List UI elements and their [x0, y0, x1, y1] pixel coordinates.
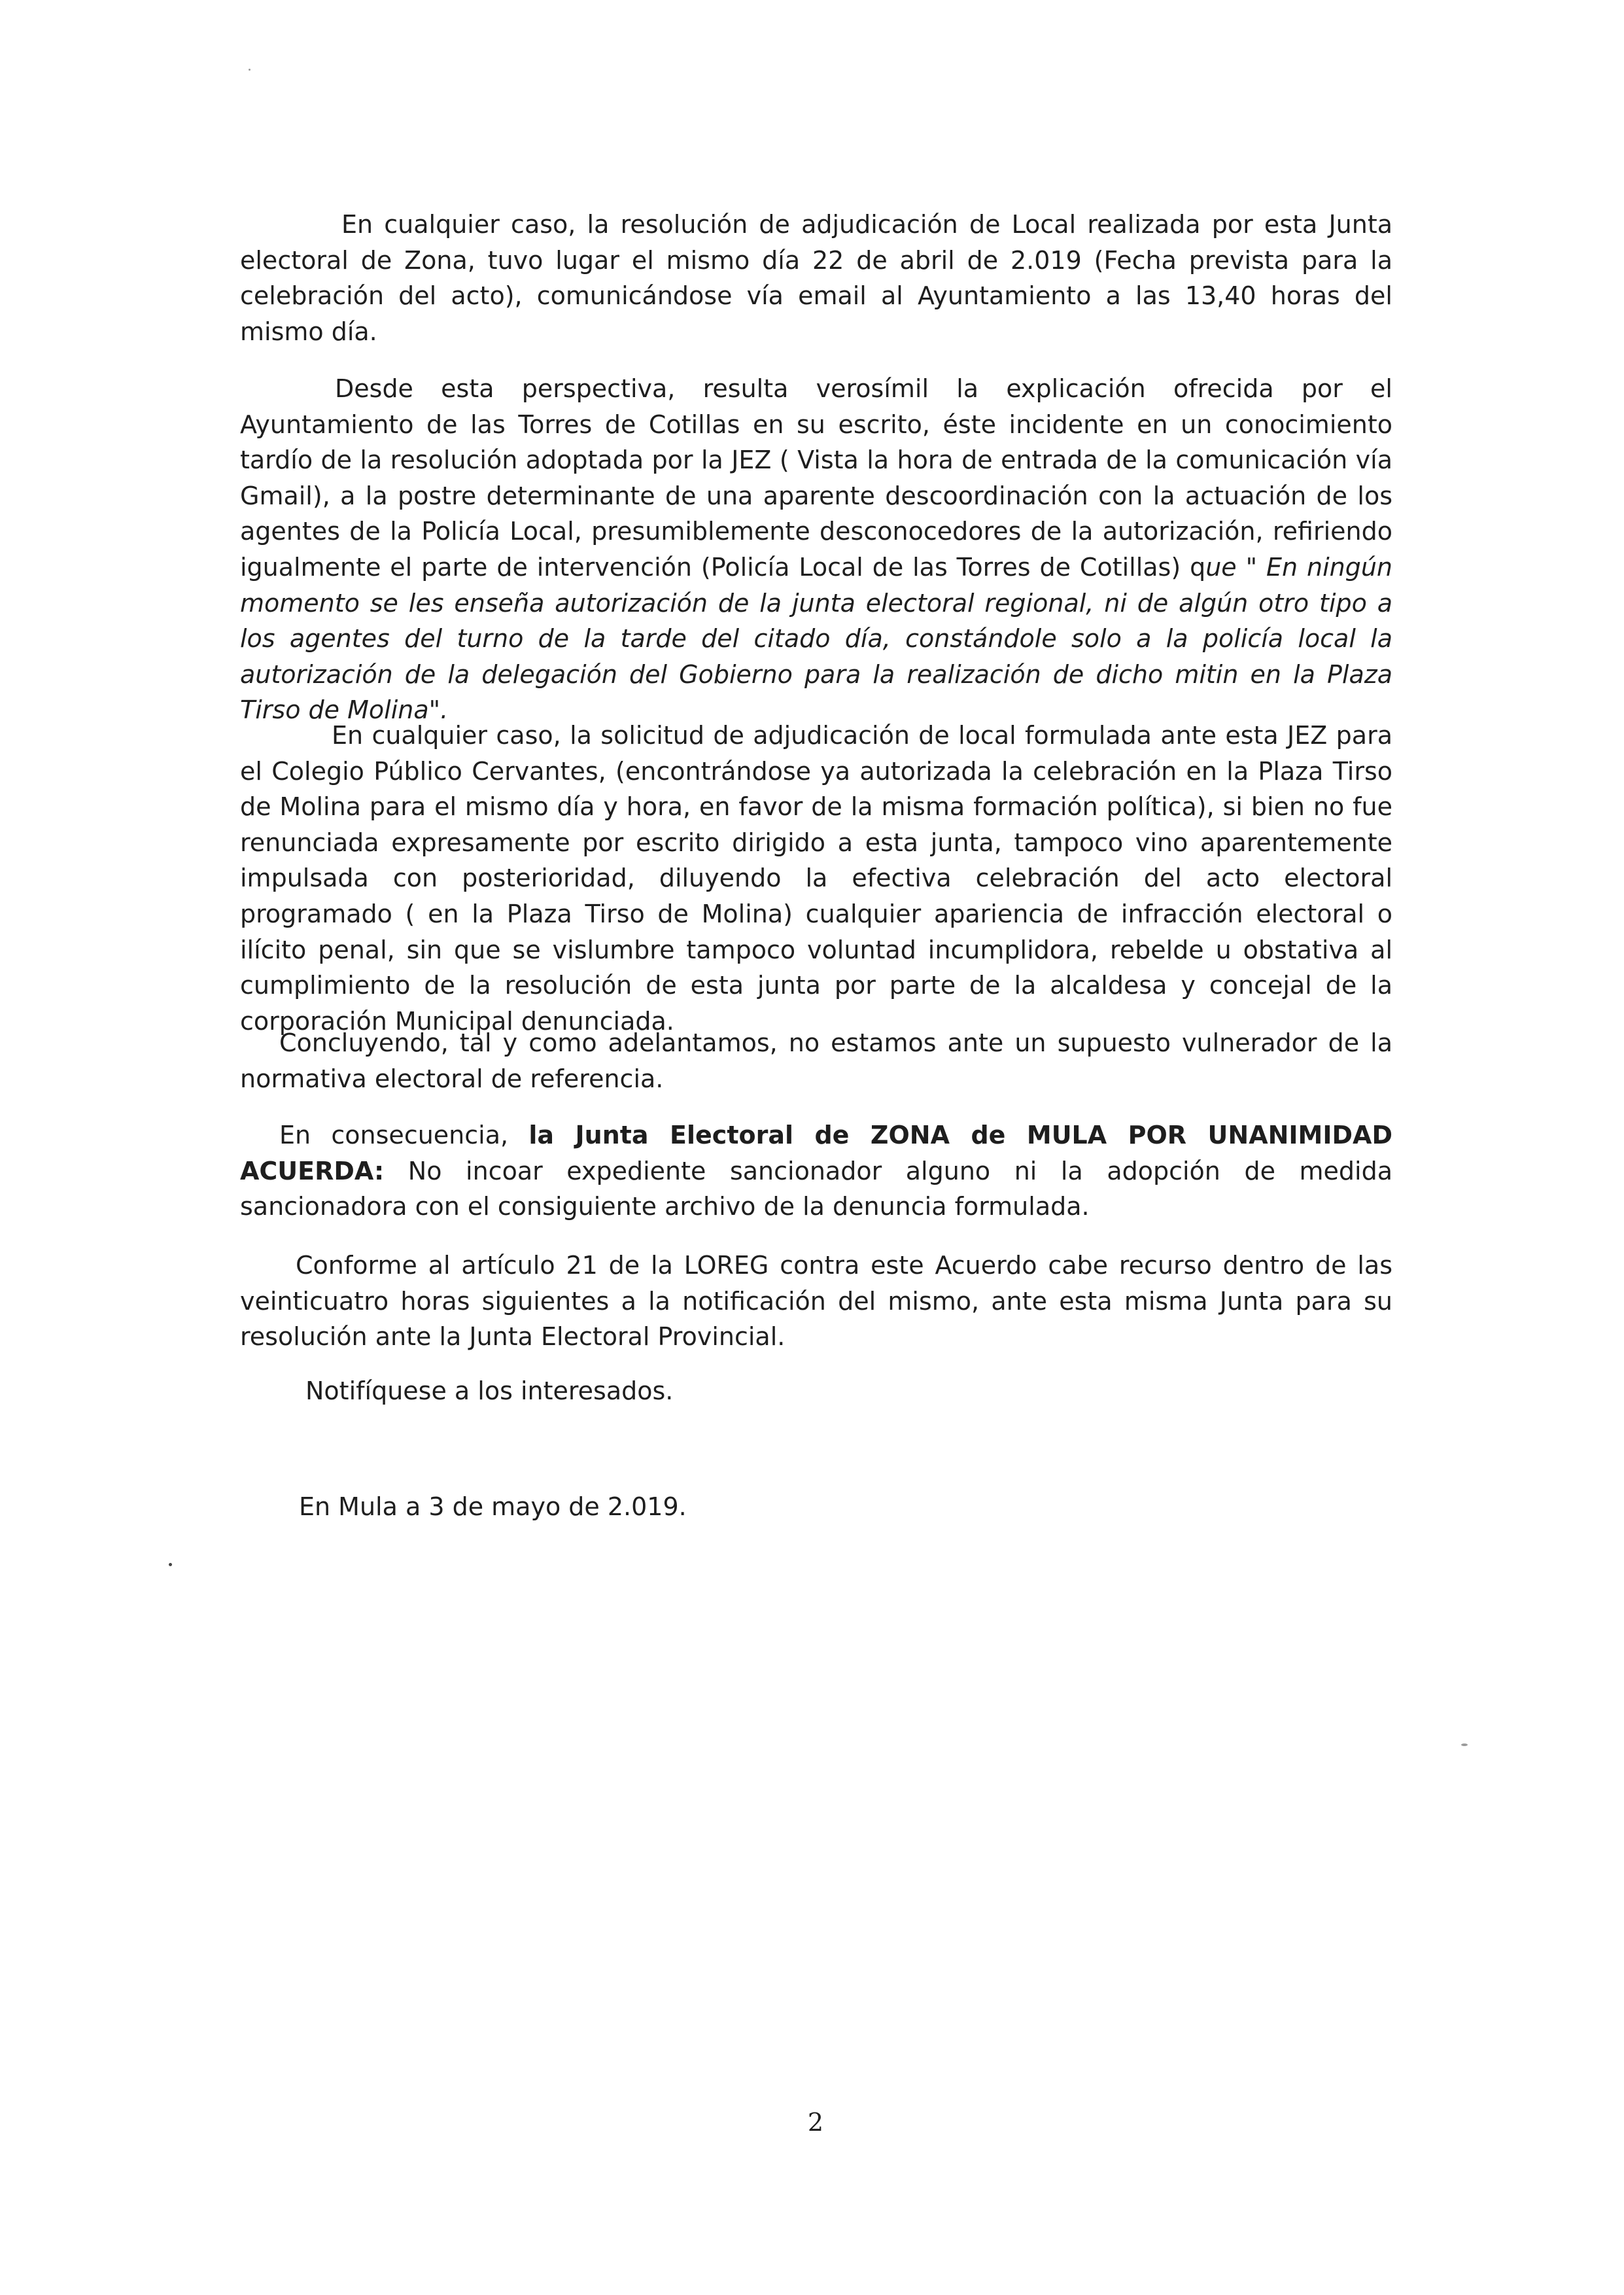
- paragraph-request: En cualquier caso, la solicitud de adjudicación de local formulada ante esta JEZ para el Colegio Público Cervantes, (encontrándose ya autorizada la celebración en la Plaza Tirso de Molina para el mismo día y hora, en favor de la misma formación política), si bien no fue renunciada expresamente por escrito dirigido a esta junta, tampoco vino aparentemente impulsada con posterioridad, diluyendo la efectiva celebración del acto electoral programado ( en la Plaza Tirso de Molina) cualquier apariencia de infracción electoral o ilícito penal, sin que se vislumbre tampoco voluntad incumplidora, rebelde u obstativa al cumplimiento de la resolución de esta junta por parte de la alcaldesa y concejal de la corporación Municipal denunciada.: [240, 721, 1392, 1036]
- paragraph-perspective: [240, 371, 1392, 728]
- resolution-lead: En consecuencia,: [279, 1121, 529, 1149]
- paragraph-appeal: Conforme al artículo 21 de la LOREG contra este Acuerdo cabe recurso dentro de las veinticuatro horas siguientes a la notificación del mismo, ante esta misma Junta para su resolución ante la Junta Electoral Provincial.: [240, 1251, 1392, 1352]
- police-report-quote: ue " En ningún momento se les enseña autorización de la junta electoral regional, ni de algún otro tipo a los agentes del turno de la tarde del citado día, constándole solo a la policía local la autorización de la delegación del Gobierno para la realización de dicho mitin en la Plaza Tirso de Molina".: [240, 552, 1392, 725]
- resolution-text: No incoar expediente sancionador alguno ni la adopción de medida sancionadora con el consiguiente archivo de la denuncia formulada.: [240, 1156, 1392, 1221]
- paragraph-perspective-text: Desde esta perspectiva, resulta verosímil la explicación ofrecida por el Ayuntamiento de las Torres de Cotillas en su escrito, éste incidente en un conocimiento tardío de la resolución adoptada por la JEZ ( Vista la hora de entrada de la comunicación vía Gmail), a la postre determinante de una aparente descoordinación con la actuación de los agentes de la Policía Local, presumiblemente desconocedores de la autorización, refiriendo igualmente el parte de intervención (Policía Local de las Torres de Cotillas) q: [240, 374, 1392, 582]
- paragraph-conclusion: Concluyendo, tal y como adelantamos, no estamos ante un supuesto vulnerador de la normativa electoral de referencia.: [240, 1028, 1392, 1093]
- paragraph-adjudication: En cualquier caso, la resolución de adjudicación de Local realizada por esta Junta electoral de Zona, tuvo lugar el mismo día 22 de abril de 2.019 (Fecha prevista para la celebración del acto), comunicándose vía email al Ayuntamiento a las 13,40 horas del mismo día.: [240, 210, 1392, 346]
- scan-speck: [1461, 1743, 1468, 1746]
- paragraph-date-place: En Mula a 3 de mayo de 2.019.: [299, 1492, 687, 1521]
- paragraph-notification: Notifíquese a los interesados.: [305, 1376, 674, 1405]
- scan-speck: [249, 69, 251, 71]
- paragraph-resolution: [240, 1117, 1392, 1225]
- resolution-agreement: la Junta Electoral de ZONA de MULA POR UNANIMIDAD ACUERDA:: [240, 1121, 1392, 1185]
- page-number: 2: [807, 2108, 824, 2137]
- scan-speck: [169, 1563, 172, 1566]
